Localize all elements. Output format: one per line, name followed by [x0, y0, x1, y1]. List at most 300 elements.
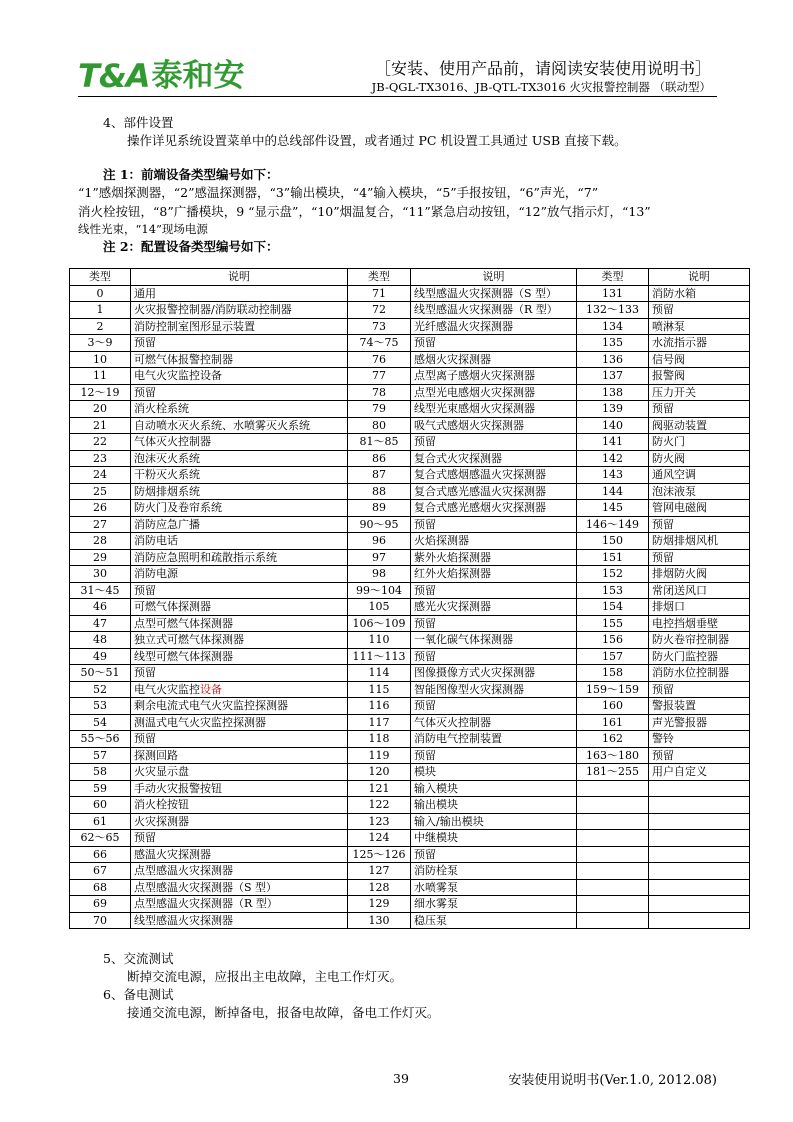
type-code-cell: 55～56	[70, 731, 131, 748]
type-code-cell: 87	[348, 467, 411, 484]
description-cell: 防火门及卷帘系统	[131, 500, 348, 517]
table-row	[70, 516, 750, 533]
description-cell: 压力开关	[649, 384, 750, 401]
type-code-cell: 159～159	[577, 681, 649, 698]
description-cell: 信号阀	[649, 351, 750, 368]
table-row	[70, 615, 750, 632]
description-cell: 输出模块	[411, 797, 577, 814]
type-code-cell: 157	[577, 648, 649, 665]
type-code-cell: 24	[70, 467, 131, 484]
section-4-heading: 4、部件设置	[103, 115, 174, 130]
type-code-cell: 67	[70, 863, 131, 880]
type-code-cell: 140	[577, 417, 649, 434]
description-cell: 气体灭火控制器	[131, 434, 348, 451]
header-model: JB-QGL-TX3016、JB-QTL-TX3016 火灾报警控制器 （联动型）	[371, 80, 711, 94]
description-cell: 泡沫液泵	[649, 483, 750, 500]
type-code-cell: 131	[577, 285, 649, 302]
type-code-cell: 129	[348, 896, 411, 913]
type-code-cell: 0	[70, 285, 131, 302]
type-code-cell: 71	[348, 285, 411, 302]
table-row	[70, 450, 750, 467]
section-5-body: 断掉交流电源，应报出主电故障，主电工作灯灭。	[127, 969, 403, 984]
type-code-cell: 130	[348, 912, 411, 929]
description-cell: 预留	[411, 698, 577, 715]
description-cell: 点型离子感烟火灾探测器	[411, 368, 577, 385]
table-row	[70, 599, 750, 616]
type-code-cell: 139	[577, 401, 649, 418]
type-code-cell	[577, 813, 649, 830]
type-code-cell: 123	[348, 813, 411, 830]
type-code-cell	[577, 896, 649, 913]
description-cell: 泡沫灭火系统	[131, 450, 348, 467]
description-cell: 防火门监控器	[649, 648, 750, 665]
type-code-cell: 10	[70, 351, 131, 368]
description-cell	[649, 912, 750, 929]
type-code-cell: 50～51	[70, 665, 131, 682]
description-cell: 自动喷水灭火系统、水喷雾灭火系统	[131, 417, 348, 434]
note-1-line: 消火栓按钮，“8”广播模块，9 “显示盘”，“10”烟温复合，“11”紧急启动按钮，“12”放气指示灯，“13”	[78, 204, 651, 219]
type-code-cell: 25	[70, 483, 131, 500]
description-cell: 智能图像型火灾探测器	[411, 681, 577, 698]
table-row	[70, 335, 750, 352]
description-cell: 吸气式感烟火灾探测器	[411, 417, 577, 434]
type-code-cell: 70	[70, 912, 131, 929]
type-code-cell: 80	[348, 417, 411, 434]
table-row	[70, 467, 750, 484]
note-1-line: 线性光束，“14”现场电源	[78, 222, 208, 236]
footer-document-title: 安装使用说明书(Ver.1.0, 2012.08)	[508, 1073, 717, 1088]
description-cell	[649, 846, 750, 863]
type-code-cell: 22	[70, 434, 131, 451]
type-code-cell: 49	[70, 648, 131, 665]
header-notice: ［安装、使用产品前，请阅读安装使用说明书］	[374, 59, 711, 78]
description-cell: 点型感温火灾探测器（R 型）	[131, 896, 348, 913]
description-cell	[649, 797, 750, 814]
type-code-cell	[577, 830, 649, 847]
description-cell: 探测回路	[131, 747, 348, 764]
description-cell: 预留	[411, 648, 577, 665]
description-cell: 消防电气控制装置	[411, 731, 577, 748]
description-cell: 复合式感光感烟火灾探测器	[411, 500, 577, 517]
description-cell: 预留	[649, 681, 750, 698]
company-logo	[78, 58, 245, 94]
description-cell: 点型感温火灾探测器	[131, 863, 348, 880]
description-cell: 图像摄像方式火灾探测器	[411, 665, 577, 682]
description-cell: 阀驱动装置	[649, 417, 750, 434]
type-code-cell: 52	[70, 681, 131, 698]
description-cell: 火灾显示盘	[131, 764, 348, 781]
description-cell: 防火卷帘控制器	[649, 632, 750, 649]
type-code-cell: 138	[577, 384, 649, 401]
description-cell: 预留	[131, 731, 348, 748]
table-row	[70, 764, 750, 781]
table-row	[70, 747, 750, 764]
description-cell: 消防应急广播	[131, 516, 348, 533]
description-cell: 预留	[131, 582, 348, 599]
type-code-cell	[577, 780, 649, 797]
highlighted-text: 设备	[200, 682, 222, 696]
type-code-cell: 110	[348, 632, 411, 649]
description-cell	[649, 896, 750, 913]
description-cell	[649, 863, 750, 880]
description-cell: 线型感温火灾探测器	[131, 912, 348, 929]
type-code-cell: 72	[348, 302, 411, 319]
table-row	[70, 830, 750, 847]
description-text: 电气火灾监控	[134, 682, 200, 696]
description-cell: 点型可燃气体探测器	[131, 615, 348, 632]
table-row	[70, 285, 750, 302]
type-code-cell: 146～149	[577, 516, 649, 533]
table-row	[70, 318, 750, 335]
type-code-cell: 122	[348, 797, 411, 814]
type-code-cell: 136	[577, 351, 649, 368]
type-code-cell: 105	[348, 599, 411, 616]
type-code-cell: 47	[70, 615, 131, 632]
type-code-cell: 1	[70, 302, 131, 319]
type-code-cell	[577, 863, 649, 880]
description-cell: 用户自定义	[649, 764, 750, 781]
description-cell: 点型感温火灾探测器（S 型）	[131, 879, 348, 896]
table-row	[70, 879, 750, 896]
description-cell: 消防应急照明和疏散指示系统	[131, 549, 348, 566]
description-cell: 预留	[649, 401, 750, 418]
type-code-cell: 11	[70, 368, 131, 385]
type-code-cell: 57	[70, 747, 131, 764]
type-code-cell: 69	[70, 896, 131, 913]
description-cell: 水喷雾泵	[411, 879, 577, 896]
description-cell: 预留	[131, 335, 348, 352]
type-code-cell: 46	[70, 599, 131, 616]
table-row	[70, 368, 750, 385]
header-divider	[78, 96, 717, 97]
type-code-cell: 73	[348, 318, 411, 335]
description-cell: 预留	[649, 549, 750, 566]
type-code-cell: 125～126	[348, 846, 411, 863]
table-row	[70, 681, 750, 698]
description-cell: 测温式电气火灾监控探测器	[131, 714, 348, 731]
type-code-cell: 26	[70, 500, 131, 517]
type-code-cell: 132～133	[577, 302, 649, 319]
description-cell: 预留	[411, 582, 577, 599]
table-row	[70, 384, 750, 401]
table-row	[70, 714, 750, 731]
table-row	[70, 549, 750, 566]
description-cell: 独立式可燃气体探测器	[131, 632, 348, 649]
description-cell	[649, 830, 750, 847]
description-cell: 消防栓泵	[411, 863, 577, 880]
description-cell: 红外火焰探测器	[411, 566, 577, 583]
table-row	[70, 401, 750, 418]
type-code-cell: 31～45	[70, 582, 131, 599]
section-6-heading: 6、备电测试	[103, 987, 174, 1002]
description-cell: 警报装置	[649, 698, 750, 715]
table-row	[70, 417, 750, 434]
table-row	[70, 566, 750, 583]
device-type-table	[69, 268, 750, 929]
type-code-cell: 98	[348, 566, 411, 583]
type-code-cell: 106～109	[348, 615, 411, 632]
type-code-cell: 68	[70, 879, 131, 896]
logo-chinese-name: 泰和安	[151, 58, 245, 94]
description-cell: 线型感温火灾探测器（S 型）	[411, 285, 577, 302]
description-cell	[649, 879, 750, 896]
description-cell	[131, 681, 348, 698]
type-code-cell: 28	[70, 533, 131, 550]
type-code-cell: 151	[577, 549, 649, 566]
type-code-cell: 155	[577, 615, 649, 632]
description-cell: 预留	[131, 830, 348, 847]
type-code-cell	[577, 912, 649, 929]
table-row	[70, 483, 750, 500]
description-cell: 消火栓系统	[131, 401, 348, 418]
type-code-cell: 152	[577, 566, 649, 583]
table-row	[70, 863, 750, 880]
description-cell	[649, 780, 750, 797]
type-code-cell: 77	[348, 368, 411, 385]
description-cell: 常闭送风口	[649, 582, 750, 599]
description-cell: 火灾探测器	[131, 813, 348, 830]
type-code-cell: 144	[577, 483, 649, 500]
column-header-description: 说明	[411, 269, 577, 286]
description-cell: 线型光束感烟火灾探测器	[411, 401, 577, 418]
description-cell: 消防控制室图形显示装置	[131, 318, 348, 335]
description-cell: 预留	[411, 335, 577, 352]
type-code-cell: 115	[348, 681, 411, 698]
description-cell: 中继模块	[411, 830, 577, 847]
type-code-cell: 120	[348, 764, 411, 781]
column-header-description: 说明	[131, 269, 348, 286]
description-cell: 电气火灾监控设备	[131, 368, 348, 385]
type-code-cell: 124	[348, 830, 411, 847]
description-cell: 稳压泵	[411, 912, 577, 929]
type-code-cell: 118	[348, 731, 411, 748]
type-code-cell: 27	[70, 516, 131, 533]
page-number: 39	[393, 1071, 409, 1086]
table-row	[70, 780, 750, 797]
table-row	[70, 797, 750, 814]
type-code-cell: 21	[70, 417, 131, 434]
table-row	[70, 582, 750, 599]
column-header-type: 类型	[577, 269, 649, 286]
description-cell: 输入模块	[411, 780, 577, 797]
type-code-cell: 48	[70, 632, 131, 649]
table-row	[70, 731, 750, 748]
description-cell: 剩余电流式电气火灾监控探测器	[131, 698, 348, 715]
note-1-line: “1”感烟探测器，“2”感温探测器，“3”输出模块，“4”输入模块，“5”手报按钮，“6”声光，“7”	[78, 185, 599, 200]
table-row	[70, 846, 750, 863]
type-code-cell: 143	[577, 467, 649, 484]
type-code-cell	[577, 797, 649, 814]
description-cell: 细水雾泵	[411, 896, 577, 913]
column-header-description: 说明	[649, 269, 750, 286]
table-row	[70, 533, 750, 550]
type-code-cell: 61	[70, 813, 131, 830]
description-cell: 预留	[411, 615, 577, 632]
description-cell: 防烟排烟系统	[131, 483, 348, 500]
note-2-title: 注 2：配置设备类型编号如下：	[103, 239, 279, 254]
description-cell: 输入/输出模块	[411, 813, 577, 830]
description-cell: 一氧化碳气体探测器	[411, 632, 577, 649]
section-6-body: 接通交流电源，断掉备电，报备电故障，备电工作灯灭。	[127, 1005, 440, 1020]
type-code-cell: 117	[348, 714, 411, 731]
description-cell: 预留	[649, 516, 750, 533]
type-code-cell: 119	[348, 747, 411, 764]
description-cell: 预留	[411, 434, 577, 451]
type-code-cell: 3～9	[70, 335, 131, 352]
type-code-cell: 99～104	[348, 582, 411, 599]
description-cell: 防烟排烟风机	[649, 533, 750, 550]
type-code-cell: 23	[70, 450, 131, 467]
description-cell: 火焰探测器	[411, 533, 577, 550]
table-row	[70, 665, 750, 682]
type-code-cell: 29	[70, 549, 131, 566]
table-row	[70, 698, 750, 715]
type-code-cell: 161	[577, 714, 649, 731]
type-code-cell: 89	[348, 500, 411, 517]
description-cell	[649, 813, 750, 830]
description-cell: 消防水箱	[649, 285, 750, 302]
description-cell: 消防水位控制器	[649, 665, 750, 682]
type-code-cell: 88	[348, 483, 411, 500]
type-code-cell: 150	[577, 533, 649, 550]
table-row	[70, 912, 750, 929]
description-cell: 防火门	[649, 434, 750, 451]
type-code-cell: 90～95	[348, 516, 411, 533]
type-code-cell: 181～255	[577, 764, 649, 781]
note-1-title: 注 1：前端设备类型编号如下：	[103, 167, 279, 182]
type-code-cell: 58	[70, 764, 131, 781]
table-body	[70, 285, 750, 929]
type-code-cell: 127	[348, 863, 411, 880]
table-row	[70, 896, 750, 913]
type-code-cell: 162	[577, 731, 649, 748]
type-code-cell: 81～85	[348, 434, 411, 451]
description-cell: 预留	[411, 747, 577, 764]
table-header-row	[70, 269, 750, 286]
type-code-cell: 116	[348, 698, 411, 715]
description-cell: 声光警报器	[649, 714, 750, 731]
description-cell: 排烟口	[649, 599, 750, 616]
table-row	[70, 632, 750, 649]
description-cell: 报警阀	[649, 368, 750, 385]
type-code-cell: 12～19	[70, 384, 131, 401]
description-cell: 手动火灾报警按钮	[131, 780, 348, 797]
description-cell: 复合式感光感温火灾探测器	[411, 483, 577, 500]
type-code-cell: 20	[70, 401, 131, 418]
type-code-cell: 97	[348, 549, 411, 566]
description-cell: 警铃	[649, 731, 750, 748]
column-header-type: 类型	[348, 269, 411, 286]
description-cell: 预留	[411, 516, 577, 533]
table-row	[70, 500, 750, 517]
description-cell: 预留	[131, 384, 348, 401]
type-code-cell: 154	[577, 599, 649, 616]
type-code-cell: 128	[348, 879, 411, 896]
description-cell: 感光火灾探测器	[411, 599, 577, 616]
type-code-cell: 134	[577, 318, 649, 335]
type-code-cell: 76	[348, 351, 411, 368]
description-cell: 预留	[411, 846, 577, 863]
description-cell: 复合式火灾探测器	[411, 450, 577, 467]
type-code-cell: 66	[70, 846, 131, 863]
type-code-cell: 53	[70, 698, 131, 715]
description-cell: 电控挡烟垂壁	[649, 615, 750, 632]
table-row	[70, 434, 750, 451]
description-cell: 水流指示器	[649, 335, 750, 352]
type-code-cell: 30	[70, 566, 131, 583]
table-row	[70, 302, 750, 319]
type-code-cell: 153	[577, 582, 649, 599]
type-code-cell	[577, 846, 649, 863]
section-5-heading: 5、交流测试	[103, 951, 174, 966]
description-cell: 预留	[649, 302, 750, 319]
description-cell: 预留	[131, 665, 348, 682]
type-code-cell: 60	[70, 797, 131, 814]
type-code-cell: 59	[70, 780, 131, 797]
description-cell: 点型光电感烟火灾探测器	[411, 384, 577, 401]
description-cell: 消火栓按钮	[131, 797, 348, 814]
type-code-cell: 145	[577, 500, 649, 517]
description-cell: 可燃气体报警控制器	[131, 351, 348, 368]
type-code-cell: 111～113	[348, 648, 411, 665]
table-row	[70, 351, 750, 368]
table-row	[70, 648, 750, 665]
type-code-cell: 86	[348, 450, 411, 467]
description-cell: 线型可燃气体探测器	[131, 648, 348, 665]
description-cell: 消防电话	[131, 533, 348, 550]
description-cell: 感温火灾探测器	[131, 846, 348, 863]
description-cell: 气体灭火控制器	[411, 714, 577, 731]
description-cell: 光纤感温火灾探测器	[411, 318, 577, 335]
description-cell: 管网电磁阀	[649, 500, 750, 517]
type-code-cell: 158	[577, 665, 649, 682]
type-code-cell: 156	[577, 632, 649, 649]
description-cell: 通用	[131, 285, 348, 302]
description-cell: 干粉灭火系统	[131, 467, 348, 484]
description-cell: 消防电源	[131, 566, 348, 583]
description-cell: 排烟防火阀	[649, 566, 750, 583]
description-cell: 复合式感烟感温火灾探测器	[411, 467, 577, 484]
type-code-cell: 137	[577, 368, 649, 385]
type-code-cell: 142	[577, 450, 649, 467]
type-code-cell: 141	[577, 434, 649, 451]
type-code-cell: 160	[577, 698, 649, 715]
logo-latin-mark: T&A	[78, 57, 150, 95]
type-code-cell	[577, 879, 649, 896]
description-cell: 可燃气体探测器	[131, 599, 348, 616]
type-code-cell: 78	[348, 384, 411, 401]
description-cell: 模块	[411, 764, 577, 781]
column-header-type: 类型	[70, 269, 131, 286]
description-cell: 紫外火焰探测器	[411, 549, 577, 566]
type-code-cell: 96	[348, 533, 411, 550]
table-row	[70, 813, 750, 830]
type-code-cell: 74～75	[348, 335, 411, 352]
type-code-cell: 163～180	[577, 747, 649, 764]
type-code-cell: 62～65	[70, 830, 131, 847]
type-code-cell: 54	[70, 714, 131, 731]
description-cell: 感烟火灾探测器	[411, 351, 577, 368]
description-cell: 火灾报警控制器/消防联动控制器	[131, 302, 348, 319]
description-cell: 喷淋泵	[649, 318, 750, 335]
type-code-cell: 121	[348, 780, 411, 797]
description-cell: 线型感温火灾探测器（R 型）	[411, 302, 577, 319]
description-cell: 防火阀	[649, 450, 750, 467]
description-cell: 预留	[649, 747, 750, 764]
description-cell: 通风空调	[649, 467, 750, 484]
type-code-cell: 135	[577, 335, 649, 352]
type-code-cell: 79	[348, 401, 411, 418]
